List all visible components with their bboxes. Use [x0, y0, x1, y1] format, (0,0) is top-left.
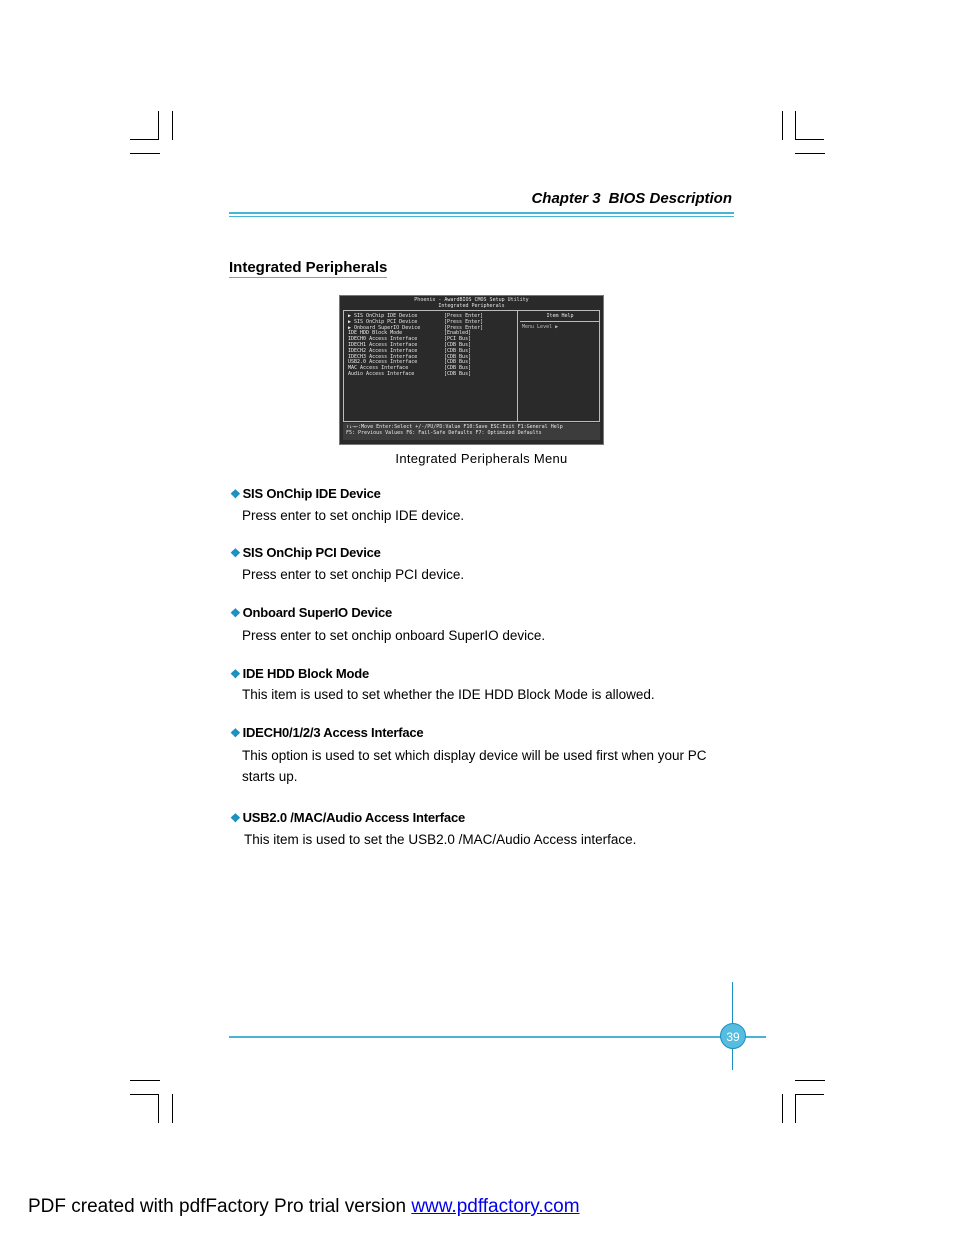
- bios-footer-line1: ↑↓→←:Move Enter:Select +/-/PU/PD:Value F10:Save ESC:Exit F1:General Help: [346, 424, 563, 430]
- crop-mark: [795, 1080, 825, 1081]
- item-title: [230, 605, 392, 620]
- item-title-text: USB2.0 /MAC/Audio Access Interface: [242, 810, 466, 825]
- crop-mark: [795, 111, 796, 140]
- pdf-footer: [28, 1196, 580, 1218]
- bios-divider: [517, 310, 518, 422]
- bios-heading: [340, 298, 603, 309]
- bios-item-label: ▶ SIS OnChip PCI Device: [348, 318, 418, 325]
- bios-help-text: Menu Level ▶: [522, 324, 559, 330]
- chapter-header: [430, 190, 732, 207]
- item-title-text: IDECH0/1/2/3 Access Interface: [242, 725, 424, 740]
- bios-item-value: [Press Enter]: [444, 313, 484, 319]
- crop-mark: [782, 1094, 783, 1123]
- crop-mark: [796, 1094, 824, 1095]
- crop-mark: [172, 111, 173, 140]
- section-title: Integrated Peripherals: [229, 259, 388, 276]
- crop-mark: [130, 153, 160, 154]
- page-number: 39: [720, 1023, 746, 1049]
- bios-item-value: [Press Enter]: [444, 318, 484, 325]
- bios-item-label: ▶ SIS OnChip IDE Device: [348, 313, 418, 319]
- bios-item-value: [Press Enter]: [444, 324, 484, 331]
- bios-item-label: IDECH1 Access Interface: [348, 341, 418, 348]
- bios-item-list: [348, 313, 516, 377]
- pdf-footer-text: PDF created with pdfFactory Pro trial version: [28, 1196, 412, 1217]
- item-description: Press enter to set onchip IDE device.: [242, 508, 465, 523]
- bios-item-label: ▶ Onboard SuperIO Device: [348, 324, 421, 331]
- diamond-bullet-icon: ❖: [230, 487, 241, 501]
- figure-caption: Integrated Peripherals Menu: [395, 451, 568, 466]
- crop-mark: [158, 1094, 159, 1123]
- bios-item-label: Audio Access Interface: [348, 370, 415, 377]
- crop-mark: [130, 1094, 158, 1095]
- diamond-bullet-icon: ❖: [230, 667, 241, 681]
- footer-rule: [229, 1036, 766, 1038]
- chapter-title: BIOS Description: [608, 190, 732, 207]
- bios-item-label: IDECH2 Access Interface: [348, 347, 418, 354]
- bios-item-label: USB2.0 Access Interface: [348, 359, 418, 366]
- item-title-text: Onboard SuperIO Device: [242, 605, 393, 620]
- crop-mark: [782, 111, 783, 140]
- diamond-bullet-icon: ❖: [230, 606, 241, 620]
- bios-item-label: IDECH3 Access Interface: [348, 353, 418, 360]
- item-title-text: SIS OnChip IDE Device: [242, 486, 381, 501]
- bios-help-rule: [520, 321, 599, 322]
- crop-mark: [796, 139, 824, 140]
- bios-footer: [346, 425, 600, 436]
- item-title: [230, 545, 381, 560]
- header-rule: [229, 212, 734, 214]
- crop-mark: [130, 1080, 160, 1081]
- crop-mark: [795, 153, 825, 154]
- bios-item-label: IDECH0 Access Interface: [348, 336, 418, 343]
- bios-item-value: [PCI Bus]: [444, 336, 472, 343]
- pdffactory-link[interactable]: www.pdffactory.com: [411, 1196, 580, 1217]
- item-title: [230, 725, 423, 740]
- bios-item: [348, 371, 516, 377]
- bios-item-label: MAC Access Interface: [348, 365, 409, 372]
- item-description: This option is used to set which display device will be used first when your PC starts up.: [242, 748, 707, 784]
- bios-item-label: IDE HDD Block Mode: [348, 330, 403, 337]
- bios-item-value: [CDB Bus]: [444, 353, 472, 360]
- item-title-text: IDE HDD Block Mode: [242, 666, 369, 681]
- bios-item-value: [CDB Bus]: [444, 341, 472, 348]
- diamond-bullet-icon: ❖: [230, 726, 241, 740]
- item-title-text: SIS OnChip PCI Device: [242, 545, 381, 560]
- bios-item-value: [CDB Bus]: [444, 365, 472, 372]
- bios-item-value: [CDB Bus]: [444, 370, 472, 377]
- diamond-bullet-icon: ❖: [230, 811, 241, 825]
- item-description: Press enter to set onchip PCI device.: [242, 567, 465, 582]
- item-title: [230, 810, 465, 825]
- bios-heading-line2: Integrated Peripherals: [438, 302, 505, 309]
- bios-footer-line2: F5: Previous Values F6: Fail-Safe Defaults F7: Optimized Defaults: [346, 429, 542, 436]
- item-description: This item is used to set whether the IDE HDD Block Mode is allowed.: [242, 687, 655, 702]
- crop-mark: [158, 111, 159, 140]
- bios-item-value: [Enabled]: [444, 330, 472, 337]
- item-description: This item is used to set the USB2.0 /MAC/Audio Access interface.: [244, 832, 637, 847]
- crop-mark: [130, 139, 158, 140]
- item-title: [230, 666, 369, 681]
- diamond-bullet-icon: ❖: [230, 546, 241, 560]
- item-description: Press enter to set onchip onboard SuperIO device.: [242, 628, 546, 643]
- bios-help-title: Item Help: [546, 313, 574, 319]
- bios-screenshot: [339, 295, 604, 445]
- item-title: [230, 486, 381, 501]
- bios-heading-line1: Phoenix - AwardBIOS CMOS Setup Utility: [414, 297, 529, 303]
- chapter-label: Chapter 3: [531, 190, 601, 207]
- crop-mark: [795, 1094, 796, 1123]
- bios-item-value: [CDB Bus]: [444, 359, 472, 366]
- header-rule-thin: [229, 216, 734, 217]
- bios-item-value: [CDB Bus]: [444, 347, 472, 354]
- crop-mark: [172, 1094, 173, 1123]
